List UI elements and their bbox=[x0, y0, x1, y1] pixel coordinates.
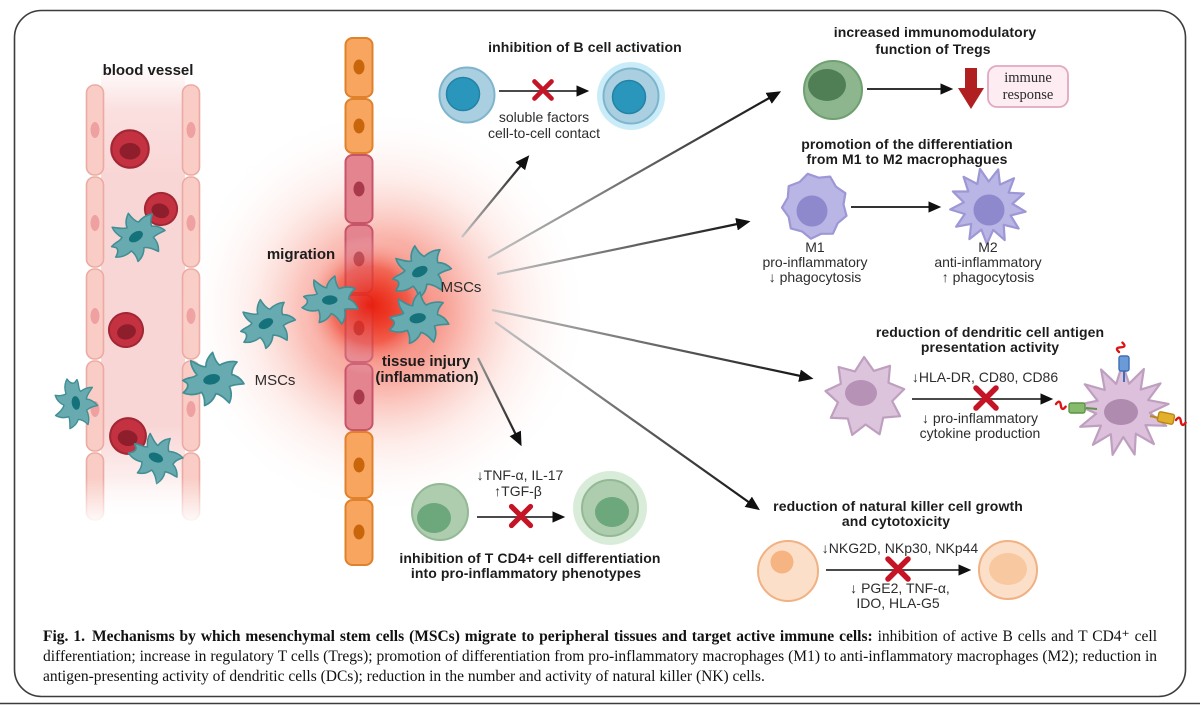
b-cell-mechanism-1: soluble factors bbox=[498, 109, 590, 125]
m2-line-2: ↑ phagocytosis bbox=[941, 269, 1035, 285]
immune-response-text-1: immune bbox=[1004, 70, 1052, 86]
macrophage-graphic bbox=[782, 169, 1026, 244]
dendritic-title-2: presentation activity bbox=[920, 339, 1060, 355]
m1-line-2: ↓ phagocytosis bbox=[768, 269, 862, 285]
mscs-outside-label: MSCs bbox=[254, 372, 296, 389]
treg-title-1: increased immunomodulatory bbox=[833, 24, 1037, 40]
t-cd4-title-2: into pro-inflammatory phenotypes bbox=[410, 565, 642, 581]
macrophage-title-1: promotion of the differentiation bbox=[801, 136, 1013, 152]
nk-title-1: reduction of natural killer cell growth bbox=[773, 498, 1023, 514]
nk-above-arrow: ↓NKG2D, NKp30, NKp44 bbox=[821, 540, 979, 556]
t-cd4-above-2: ↑TGF-β bbox=[494, 483, 542, 499]
figure-number: Fig. 1. bbox=[43, 628, 85, 645]
dendritic-below-2: cytokine production bbox=[919, 425, 1041, 441]
treg-title-2: function of Tregs bbox=[875, 41, 991, 57]
m2-line-1: anti-inflammatory bbox=[934, 254, 1042, 270]
macrophage-title-2: from M1 to M2 macrophagues bbox=[806, 151, 1008, 167]
m1-line-1: pro-inflammatory bbox=[762, 254, 868, 270]
tissue-injury-label2: (inflammation) bbox=[375, 369, 479, 386]
tissue-injury-label: tissue injury bbox=[381, 353, 471, 370]
caption-bold-text: Mechanisms by which mesenchymal stem cells (MSCs) migrate to peripheral tissues and target active immune cells: bbox=[91, 628, 873, 645]
t-cd4-title-1: inhibition of T CD4+ cell differentiation bbox=[399, 550, 661, 566]
nk-below-2: IDO, HLA-G5 bbox=[856, 595, 940, 611]
blood-vessel-label: blood vessel bbox=[102, 62, 194, 79]
red-blood-cell bbox=[111, 130, 148, 167]
figure-caption bbox=[43, 627, 1157, 687]
mscs-center-label: MSCs bbox=[440, 279, 482, 296]
t-cd4-above-1: ↓TNF-α, IL-17 bbox=[476, 467, 564, 483]
dendritic-title-1: reduction of dendritic cell antigen bbox=[875, 324, 1105, 340]
b-cell-mechanism-2: cell-to-cell contact bbox=[487, 125, 601, 141]
m2-label: M2 bbox=[978, 239, 998, 255]
decrease-arrow-icon bbox=[958, 68, 984, 109]
nk-title-2: and cytotoxicity bbox=[841, 513, 951, 529]
immune-response-text-2: response bbox=[1002, 87, 1054, 103]
dendritic-above-arrow: ↓HLA-DR, CD80, CD86 bbox=[911, 369, 1059, 385]
nk-below-1: ↓ PGE2, TNF-α, bbox=[850, 580, 950, 596]
caption-normal-text: inhibition of active B cells and T CD4⁺ cell differentiation; increase in regulatory T cells (Tregs); promotion of differentiation from pro-inflammatory macrophages (M1) to anti-inflammatory macrophages (M2); reduction in antigen-presenting activity of dendritic cells (DCs); reduction in the number and activity of natural killer (NK) cells. bbox=[43, 628, 1157, 685]
b-cell-title: inhibition of B cell activation bbox=[488, 39, 682, 55]
migration-label: migration bbox=[266, 246, 336, 263]
m1-label: M1 bbox=[805, 239, 825, 255]
dendritic-below-1: ↓ pro-inflammatory bbox=[922, 410, 1038, 426]
